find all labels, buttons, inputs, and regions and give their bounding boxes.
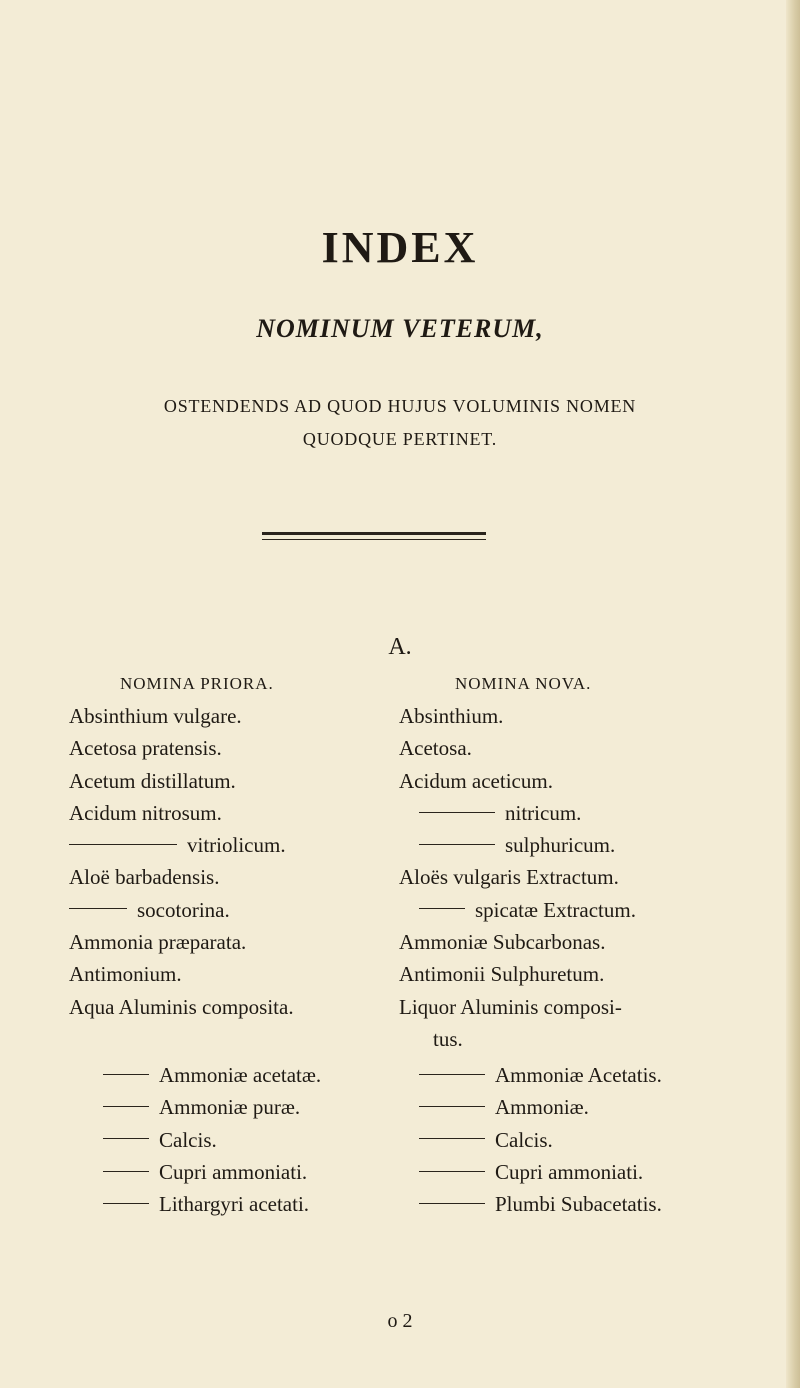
list-item xyxy=(399,991,719,1023)
list-item xyxy=(69,1124,369,1156)
list-item xyxy=(69,958,369,990)
ditto-dash xyxy=(419,1106,485,1107)
entry-text: Ammoniæ Acetatis. xyxy=(495,1062,662,1087)
entry-text: Aloës vulgaris Extractum. xyxy=(399,865,619,890)
entry-text: tus. xyxy=(433,1026,463,1051)
list-item xyxy=(399,1023,719,1059)
entry-text: spicatæ Extractum. xyxy=(475,897,636,922)
entry-text: Absinthium. xyxy=(399,704,504,728)
ditto-dash xyxy=(103,1074,149,1075)
list-item xyxy=(69,700,369,732)
ditto-dash xyxy=(419,1138,485,1139)
list-spacer xyxy=(69,1023,369,1059)
entry-text: Calcis. xyxy=(159,1127,217,1152)
list-item xyxy=(399,894,719,926)
page-edge xyxy=(786,0,800,1388)
list-item xyxy=(69,732,369,764)
entry-text: Acidum aceticum. xyxy=(399,768,553,793)
list-item xyxy=(69,861,369,893)
intro-line: OSTENDENDS AD QUOD HUJUS VOLUMINIS NOMEN xyxy=(163,396,637,416)
page-title: INDEX xyxy=(321,223,479,272)
entry-text: Acidum nitrosum. xyxy=(69,800,222,825)
entry-text: Absinthium vulgare. xyxy=(69,704,242,728)
ditto-dash xyxy=(419,812,495,813)
ditto-dash xyxy=(103,1203,149,1204)
list-item xyxy=(399,926,719,958)
ditto-dash xyxy=(103,1138,149,1139)
entry-text: Aqua Aluminis composita. xyxy=(69,994,294,1019)
entry-text: Antimonii Sulphuretum. xyxy=(399,962,605,987)
entry-text: Liquor Aluminis composi- xyxy=(399,994,622,1019)
double-rule-thin xyxy=(262,539,486,540)
ditto-dash xyxy=(103,1171,149,1172)
old-names-column xyxy=(69,700,369,1220)
ditto-dash xyxy=(69,844,177,845)
list-item xyxy=(69,1188,369,1220)
entry-text: Ammoniæ acetatæ. xyxy=(159,1062,322,1087)
ditto-dash xyxy=(419,908,465,909)
list-item xyxy=(399,1156,719,1188)
new-names-column xyxy=(399,700,719,1220)
list-item xyxy=(69,894,369,926)
entry-text: socotorina. xyxy=(137,897,230,922)
ditto-dash xyxy=(419,1074,485,1075)
entry-text: Cupri ammoniati. xyxy=(495,1159,644,1184)
entry-text: Acetosa pratensis. xyxy=(69,736,222,761)
list-item xyxy=(399,1059,719,1091)
list-item xyxy=(399,958,719,990)
list-item xyxy=(69,1059,369,1091)
list-item xyxy=(399,765,719,797)
signature-mark: o 2 xyxy=(387,1310,413,1332)
ditto-dash xyxy=(419,1203,485,1204)
left-column-heading: NOMINA PRIORA. xyxy=(120,674,274,693)
right-column-heading: NOMINA NOVA. xyxy=(455,674,592,693)
intro-line: QUODQUE PERTINET. xyxy=(302,429,498,449)
entry-text: Acetum distillatum. xyxy=(69,768,236,793)
ditto-dash xyxy=(103,1106,149,1107)
list-item xyxy=(399,829,719,861)
list-item xyxy=(399,861,719,893)
entry-text: Ammoniæ puræ. xyxy=(159,1095,301,1120)
list-item xyxy=(399,1124,719,1156)
list-item xyxy=(399,797,719,829)
list-item xyxy=(399,1091,719,1123)
list-item xyxy=(399,700,719,732)
entry-text: Aloë barbadensis. xyxy=(69,865,220,890)
entry-text: Antimonium. xyxy=(69,962,182,987)
entry-text: nitricum. xyxy=(505,800,582,825)
section-letter: A. xyxy=(388,634,412,660)
ditto-dash xyxy=(419,1171,485,1172)
entry-text: Ammoniæ Subcarbonas. xyxy=(399,930,606,955)
entry-text: Calcis. xyxy=(495,1127,553,1152)
entry-text: Plumbi Subacetatis. xyxy=(495,1192,662,1217)
entry-text: Lithargyri acetati. xyxy=(159,1192,310,1217)
ditto-dash xyxy=(419,844,495,845)
list-item xyxy=(69,926,369,958)
entry-text: Acetosa. xyxy=(399,736,472,761)
list-item xyxy=(69,765,369,797)
entry-text: Ammoniæ. xyxy=(495,1095,589,1120)
list-item xyxy=(69,1091,369,1123)
list-item xyxy=(69,991,369,1023)
entry-text: Cupri ammoniati. xyxy=(159,1159,308,1184)
intro-text xyxy=(0,390,800,456)
entry-text: sulphuricum. xyxy=(505,833,616,858)
entry-text: Ammonia præparata. xyxy=(69,930,247,955)
entry-text: vitriolicum. xyxy=(187,833,286,858)
list-item xyxy=(69,829,369,861)
list-item xyxy=(399,1188,719,1220)
ditto-dash xyxy=(69,908,127,909)
double-rule-thick xyxy=(262,532,486,535)
list-item xyxy=(69,797,369,829)
page-subtitle: NOMINUM VETERUM, xyxy=(256,314,544,343)
list-item xyxy=(69,1156,369,1188)
list-item xyxy=(399,732,719,764)
